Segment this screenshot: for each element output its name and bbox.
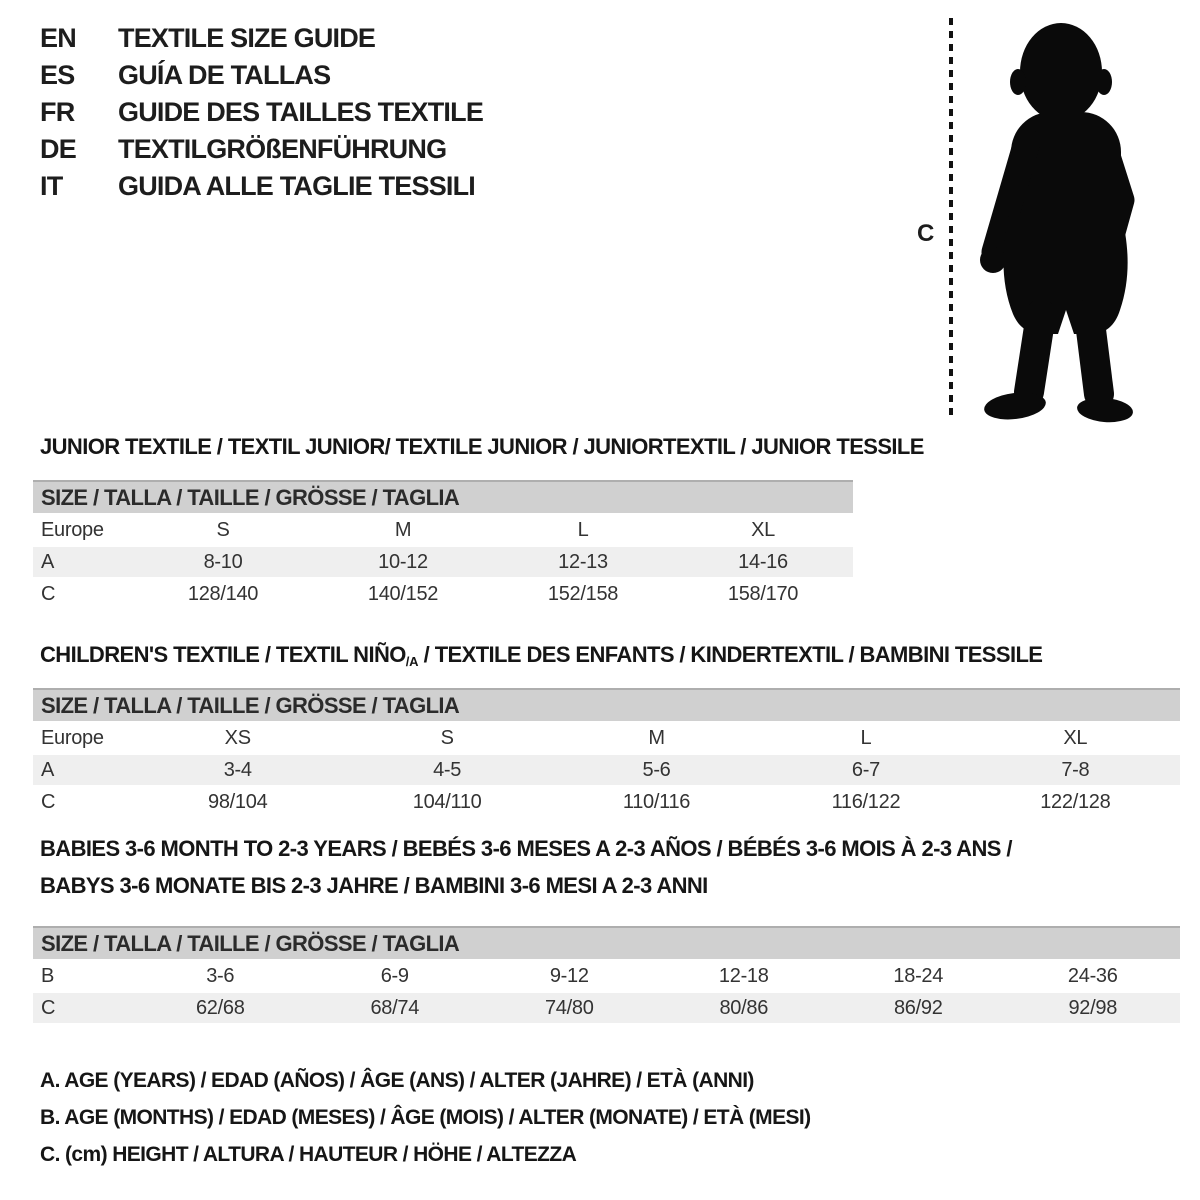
table-cell: 74/80 bbox=[544, 996, 594, 1019]
table-cell: 98/104 bbox=[208, 790, 268, 813]
table-cell: XL bbox=[1063, 726, 1088, 749]
children-heading-post: / TEXTILE DES ENFANTS / KINDERTEXTIL / BAMBINI TESSILE bbox=[418, 642, 1043, 667]
lang-row-es bbox=[40, 57, 483, 94]
lang-title-en: TEXTILE SIZE GUIDE bbox=[118, 23, 376, 53]
table-row bbox=[33, 993, 1180, 1023]
legend-line-a: A. AGE (YEARS) / EDAD (AÑOS) / ÂGE (ANS) / ALTER (JAHRE) / ETÀ (ANNI) bbox=[40, 1069, 754, 1092]
toddler-silhouette-icon bbox=[963, 14, 1173, 424]
table-cell: 140/152 bbox=[367, 582, 439, 605]
lang-row-en bbox=[40, 20, 483, 57]
children-size-table bbox=[33, 688, 1180, 817]
table-cell: 92/98 bbox=[1068, 996, 1118, 1019]
table-cell: L bbox=[860, 726, 872, 749]
table-cell: 12-13 bbox=[558, 550, 608, 573]
row-label: C bbox=[41, 582, 56, 605]
table-cell: XL bbox=[751, 518, 775, 541]
table-cell: 86/92 bbox=[893, 996, 943, 1019]
language-title-list bbox=[40, 20, 483, 205]
babies-size-header-bar: SIZE / TALLA / TAILLE / GRÖSSE / TAGLIA bbox=[33, 926, 1180, 959]
lang-row-fr bbox=[40, 94, 483, 131]
row-label: A bbox=[41, 758, 55, 781]
table-row bbox=[33, 961, 1180, 991]
table-cell: 110/116 bbox=[622, 790, 691, 813]
table-cell: 12-18 bbox=[718, 964, 769, 987]
table-row bbox=[33, 723, 1180, 753]
table-row bbox=[33, 515, 853, 545]
babies-section-heading-line2: BABYS 3-6 MONATE BIS 2-3 JAHRE / BAMBINI 3-6 MESI A 2-3 ANNI bbox=[40, 873, 708, 898]
table-cell: 5-6 bbox=[642, 758, 671, 781]
children-heading-sub: /A bbox=[405, 654, 419, 669]
table-cell: 9-12 bbox=[549, 964, 589, 987]
table-cell: 8-10 bbox=[203, 550, 243, 573]
legend-line-b: B. AGE (MONTHS) / EDAD (MESES) / ÂGE (MOIS) / ALTER (MONATE) / ETÀ (MESI) bbox=[40, 1106, 811, 1129]
table-cell: 6-9 bbox=[380, 964, 409, 987]
lang-title-de: TEXTILGRÖßENFÜHRUNG bbox=[118, 134, 447, 164]
table-cell: 3-6 bbox=[206, 964, 235, 987]
table-cell: S bbox=[216, 518, 230, 541]
row-label: B bbox=[41, 964, 55, 987]
children-heading-pre: CHILDREN'S TEXTILE / TEXTIL NIÑO bbox=[40, 642, 406, 667]
table-cell: 116/122 bbox=[831, 790, 901, 813]
junior-size-table bbox=[33, 480, 853, 609]
row-label: C bbox=[41, 790, 56, 813]
table-cell: 122/128 bbox=[1040, 790, 1111, 813]
babies-size-table bbox=[33, 926, 1180, 1023]
table-cell: 62/68 bbox=[195, 996, 245, 1019]
height-measure-figure bbox=[905, 8, 1185, 428]
table-row bbox=[33, 755, 1180, 785]
table-cell: 158/170 bbox=[727, 582, 799, 605]
table-cell: XS bbox=[224, 726, 251, 749]
babies-section-heading-line1: BABIES 3-6 MONTH TO 2-3 YEARS / BEBÉS 3-6 MESES A 2-3 AÑOS / BÉBÉS 3-6 MOIS À 2-3 ANS / bbox=[40, 836, 1012, 861]
table-row bbox=[33, 787, 1180, 817]
table-cell: 6-7 bbox=[851, 758, 880, 781]
table-cell: 3-4 bbox=[223, 758, 252, 781]
children-section-heading bbox=[40, 642, 1042, 669]
table-cell: 24-36 bbox=[1067, 964, 1118, 987]
row-label: C bbox=[41, 996, 56, 1019]
height-measure-dashed-line bbox=[949, 18, 953, 420]
lang-code-es: ES bbox=[40, 60, 75, 90]
junior-section-heading: JUNIOR TEXTILE / TEXTIL JUNIOR/ TEXTILE JUNIOR / JUNIORTEXTIL / JUNIOR TESSILE bbox=[40, 434, 924, 459]
table-cell: L bbox=[577, 518, 589, 541]
lang-title-fr: GUIDE DES TAILLES TEXTILE bbox=[118, 97, 484, 127]
lang-code-de: DE bbox=[40, 134, 76, 164]
table-row bbox=[33, 579, 853, 609]
table-cell: 68/74 bbox=[370, 996, 420, 1019]
table-cell: S bbox=[440, 726, 454, 749]
table-cell: 14-16 bbox=[738, 550, 788, 573]
lang-code-fr: FR bbox=[40, 97, 75, 127]
row-label: A bbox=[41, 550, 55, 573]
lang-title-es: GUÍA DE TALLAS bbox=[118, 60, 331, 90]
row-label: Europe bbox=[41, 518, 104, 541]
lang-code-en: EN bbox=[40, 23, 76, 53]
children-size-header-bar: SIZE / TALLA / TAILLE / GRÖSSE / TAGLIA bbox=[33, 688, 1180, 721]
table-cell: 18-24 bbox=[893, 964, 944, 987]
table-cell: M bbox=[394, 518, 412, 541]
table-cell: 152/158 bbox=[547, 582, 619, 605]
lang-row-de bbox=[40, 131, 483, 168]
table-cell: 80/86 bbox=[719, 996, 769, 1019]
junior-size-header-bar: SIZE / TALLA / TAILLE / GRÖSSE / TAGLIA bbox=[33, 480, 853, 513]
table-cell: M bbox=[648, 726, 665, 749]
lang-row-it bbox=[40, 168, 483, 205]
table-cell: 4-5 bbox=[433, 758, 462, 781]
table-cell: 10-12 bbox=[378, 550, 428, 573]
table-cell: 7-8 bbox=[1061, 758, 1090, 781]
lang-title-it: GUIDA ALLE TAGLIE TESSILI bbox=[118, 171, 475, 201]
table-cell: 128/140 bbox=[187, 582, 259, 605]
measure-legend bbox=[40, 1062, 811, 1173]
measure-label-c: C bbox=[917, 220, 935, 247]
lang-code-it: IT bbox=[40, 171, 63, 201]
table-cell: 104/110 bbox=[412, 790, 482, 813]
row-label: Europe bbox=[41, 726, 104, 749]
legend-line-c: C. (cm) HEIGHT / ALTURA / HAUTEUR / HÖHE / ALTEZZA bbox=[40, 1143, 577, 1166]
table-row bbox=[33, 547, 853, 577]
